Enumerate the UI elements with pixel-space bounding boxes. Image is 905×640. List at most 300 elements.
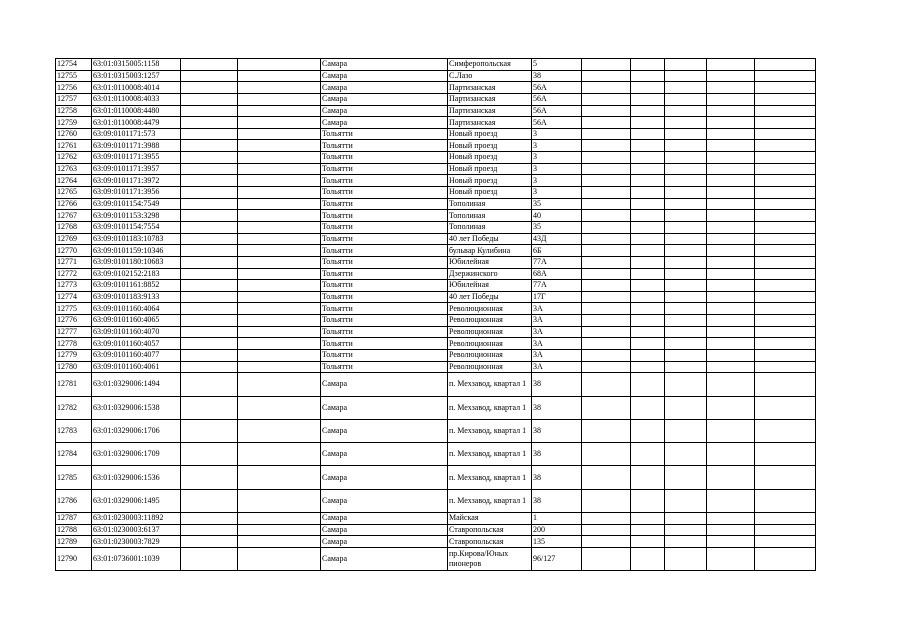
row-number-cell: 12777 bbox=[56, 326, 92, 338]
row-number-cell: 12787 bbox=[56, 513, 92, 525]
row-number-cell: 12780 bbox=[56, 361, 92, 373]
empty-cell bbox=[755, 175, 816, 187]
empty-cell bbox=[665, 338, 707, 350]
empty-cell bbox=[582, 280, 631, 292]
house-number-cell: 200 bbox=[532, 524, 582, 536]
empty-cell bbox=[582, 443, 631, 466]
empty-cell bbox=[631, 326, 665, 338]
empty-cell bbox=[181, 291, 238, 303]
empty-cell bbox=[181, 105, 238, 117]
cadastral-number-cell: 63:01:0230003:7829 bbox=[92, 536, 181, 548]
empty-cell bbox=[707, 361, 755, 373]
empty-cell bbox=[665, 175, 707, 187]
street-cell: Дзержинского bbox=[448, 268, 532, 280]
empty-cell bbox=[181, 513, 238, 525]
table-row bbox=[56, 163, 816, 175]
empty-cell bbox=[631, 303, 665, 315]
empty-cell bbox=[707, 373, 755, 396]
empty-cell bbox=[665, 256, 707, 268]
empty-cell bbox=[707, 350, 755, 362]
cadastral-number-cell: 63:01:0329006:1709 bbox=[92, 443, 181, 466]
empty-cell bbox=[238, 443, 321, 466]
empty-cell bbox=[582, 361, 631, 373]
city-cell: Самара bbox=[321, 513, 448, 525]
table-row bbox=[56, 152, 816, 164]
street-cell: Тополиная bbox=[448, 198, 532, 210]
empty-cell bbox=[665, 140, 707, 152]
empty-cell bbox=[755, 163, 816, 175]
empty-cell bbox=[582, 198, 631, 210]
empty-cell bbox=[755, 140, 816, 152]
empty-cell bbox=[238, 175, 321, 187]
row-number-cell: 12783 bbox=[56, 419, 92, 442]
street-cell: Новый проезд bbox=[448, 175, 532, 187]
cadastral-number-cell: 63:01:0315003:1257 bbox=[92, 70, 181, 82]
city-cell: Тольятти bbox=[321, 221, 448, 233]
row-number-cell: 12782 bbox=[56, 396, 92, 419]
empty-cell bbox=[631, 524, 665, 536]
street-cell: Партизанская bbox=[448, 93, 532, 105]
empty-cell bbox=[582, 338, 631, 350]
street-cell: Новый проезд bbox=[448, 152, 532, 164]
empty-cell bbox=[707, 152, 755, 164]
empty-cell bbox=[665, 548, 707, 571]
empty-cell bbox=[665, 187, 707, 199]
house-number-cell: 40 bbox=[532, 210, 582, 222]
street-cell: Тополиная bbox=[448, 221, 532, 233]
row-number-cell: 12763 bbox=[56, 163, 92, 175]
table-row bbox=[56, 303, 816, 315]
cadastral-number-cell: 63:01:0329006:1536 bbox=[92, 466, 181, 489]
empty-cell bbox=[665, 513, 707, 525]
cadastral-number-cell: 63:09:0101160:4065 bbox=[92, 315, 181, 327]
empty-cell bbox=[707, 117, 755, 129]
street-cell: Партизанская bbox=[448, 82, 532, 94]
city-cell: Тольятти bbox=[321, 350, 448, 362]
empty-cell bbox=[707, 315, 755, 327]
empty-cell bbox=[755, 524, 816, 536]
city-cell: Тольятти bbox=[321, 210, 448, 222]
empty-cell bbox=[181, 245, 238, 257]
table-row bbox=[56, 548, 816, 571]
empty-cell bbox=[238, 419, 321, 442]
table-row bbox=[56, 466, 816, 489]
empty-cell bbox=[665, 303, 707, 315]
empty-cell bbox=[238, 117, 321, 129]
empty-cell bbox=[755, 291, 816, 303]
empty-cell bbox=[181, 489, 238, 512]
city-cell: Самара bbox=[321, 117, 448, 129]
row-number-cell: 12762 bbox=[56, 152, 92, 164]
house-number-cell: 3А bbox=[532, 303, 582, 315]
cadastral-number-cell: 63:01:0329006:1495 bbox=[92, 489, 181, 512]
empty-cell bbox=[238, 315, 321, 327]
empty-cell bbox=[181, 256, 238, 268]
empty-cell bbox=[665, 315, 707, 327]
city-cell: Самара bbox=[321, 443, 448, 466]
row-number-cell: 12784 bbox=[56, 443, 92, 466]
empty-cell bbox=[631, 175, 665, 187]
empty-cell bbox=[755, 280, 816, 292]
city-cell: Самара bbox=[321, 466, 448, 489]
empty-cell bbox=[755, 210, 816, 222]
empty-cell bbox=[238, 245, 321, 257]
empty-cell bbox=[707, 105, 755, 117]
empty-cell bbox=[707, 140, 755, 152]
house-number-cell: 3 bbox=[532, 163, 582, 175]
empty-cell bbox=[631, 280, 665, 292]
empty-cell bbox=[181, 175, 238, 187]
street-cell: Революционная bbox=[448, 338, 532, 350]
empty-cell bbox=[631, 187, 665, 199]
row-number-cell: 12790 bbox=[56, 548, 92, 571]
street-cell: п. Мехзавод, квартал 1 bbox=[448, 466, 532, 489]
empty-cell bbox=[707, 419, 755, 442]
street-cell: п. Мехзавод, квартал 1 bbox=[448, 489, 532, 512]
row-number-cell: 12778 bbox=[56, 338, 92, 350]
empty-cell bbox=[631, 536, 665, 548]
empty-cell bbox=[665, 128, 707, 140]
row-number-cell: 12774 bbox=[56, 291, 92, 303]
street-cell: Юбилейная bbox=[448, 256, 532, 268]
empty-cell bbox=[707, 548, 755, 571]
empty-cell bbox=[665, 105, 707, 117]
row-number-cell: 12754 bbox=[56, 59, 92, 71]
empty-cell bbox=[181, 548, 238, 571]
empty-cell bbox=[665, 489, 707, 512]
house-number-cell: 38 bbox=[532, 443, 582, 466]
street-cell: Новый проезд bbox=[448, 140, 532, 152]
empty-cell bbox=[582, 70, 631, 82]
empty-cell bbox=[582, 93, 631, 105]
house-number-cell: 3А bbox=[532, 338, 582, 350]
empty-cell bbox=[665, 524, 707, 536]
empty-cell bbox=[238, 373, 321, 396]
city-cell: Тольятти bbox=[321, 291, 448, 303]
empty-cell bbox=[238, 338, 321, 350]
empty-cell bbox=[755, 326, 816, 338]
row-number-cell: 12756 bbox=[56, 82, 92, 94]
city-cell: Самара bbox=[321, 70, 448, 82]
empty-cell bbox=[582, 256, 631, 268]
row-number-cell: 12759 bbox=[56, 117, 92, 129]
empty-cell bbox=[755, 373, 816, 396]
empty-cell bbox=[238, 548, 321, 571]
city-cell: Тольятти bbox=[321, 245, 448, 257]
cadastral-number-cell: 63:09:0101171:3956 bbox=[92, 187, 181, 199]
house-number-cell: 43Д bbox=[532, 233, 582, 245]
empty-cell bbox=[181, 140, 238, 152]
empty-cell bbox=[755, 198, 816, 210]
city-cell: Самара bbox=[321, 419, 448, 442]
row-number-cell: 12757 bbox=[56, 93, 92, 105]
row-number-cell: 12760 bbox=[56, 128, 92, 140]
street-cell: Революционная bbox=[448, 326, 532, 338]
table-row bbox=[56, 187, 816, 199]
empty-cell bbox=[755, 466, 816, 489]
table-body bbox=[56, 59, 816, 571]
table-row bbox=[56, 361, 816, 373]
street-cell: пр.Кирова/Юных пионеров bbox=[448, 548, 532, 571]
empty-cell bbox=[181, 326, 238, 338]
empty-cell bbox=[755, 268, 816, 280]
empty-cell bbox=[665, 361, 707, 373]
empty-cell bbox=[707, 82, 755, 94]
empty-cell bbox=[707, 233, 755, 245]
house-number-cell: 35 bbox=[532, 198, 582, 210]
empty-cell bbox=[631, 361, 665, 373]
cadastral-number-cell: 63:01:0736001:1039 bbox=[92, 548, 181, 571]
empty-cell bbox=[707, 338, 755, 350]
empty-cell bbox=[665, 198, 707, 210]
empty-cell bbox=[755, 350, 816, 362]
empty-cell bbox=[181, 82, 238, 94]
empty-cell bbox=[707, 396, 755, 419]
empty-cell bbox=[755, 303, 816, 315]
empty-cell bbox=[181, 93, 238, 105]
city-cell: Тольятти bbox=[321, 140, 448, 152]
empty-cell bbox=[582, 373, 631, 396]
house-number-cell: 77А bbox=[532, 256, 582, 268]
empty-cell bbox=[755, 419, 816, 442]
table-row bbox=[56, 256, 816, 268]
empty-cell bbox=[631, 128, 665, 140]
empty-cell bbox=[582, 466, 631, 489]
row-number-cell: 12775 bbox=[56, 303, 92, 315]
cadastral-number-cell: 63:01:0230003:6137 bbox=[92, 524, 181, 536]
table-row bbox=[56, 350, 816, 362]
street-cell: Юбилейная bbox=[448, 280, 532, 292]
cadastral-number-cell: 63:01:0230003:11892 bbox=[92, 513, 181, 525]
cadastral-number-cell: 63:01:0329006:1706 bbox=[92, 419, 181, 442]
empty-cell bbox=[181, 396, 238, 419]
city-cell: Самара bbox=[321, 489, 448, 512]
empty-cell bbox=[181, 152, 238, 164]
empty-cell bbox=[582, 175, 631, 187]
empty-cell bbox=[238, 303, 321, 315]
empty-cell bbox=[707, 221, 755, 233]
empty-cell bbox=[755, 443, 816, 466]
empty-cell bbox=[665, 396, 707, 419]
empty-cell bbox=[582, 303, 631, 315]
empty-cell bbox=[755, 396, 816, 419]
row-number-cell: 12761 bbox=[56, 140, 92, 152]
street-cell: Революционная bbox=[448, 350, 532, 362]
empty-cell bbox=[238, 291, 321, 303]
row-number-cell: 12769 bbox=[56, 233, 92, 245]
house-number-cell: 38 bbox=[532, 419, 582, 442]
empty-cell bbox=[582, 489, 631, 512]
empty-cell bbox=[631, 140, 665, 152]
empty-cell bbox=[238, 70, 321, 82]
table-row bbox=[56, 536, 816, 548]
empty-cell bbox=[582, 548, 631, 571]
cadastral-number-cell: 63:01:0315005:1158 bbox=[92, 59, 181, 71]
table-row bbox=[56, 245, 816, 257]
house-number-cell: 38 bbox=[532, 396, 582, 419]
empty-cell bbox=[238, 280, 321, 292]
row-number-cell: 12764 bbox=[56, 175, 92, 187]
house-number-cell: 3А bbox=[532, 361, 582, 373]
empty-cell bbox=[665, 233, 707, 245]
table-row bbox=[56, 233, 816, 245]
empty-cell bbox=[631, 548, 665, 571]
house-number-cell: 96/127 bbox=[532, 548, 582, 571]
empty-cell bbox=[707, 443, 755, 466]
empty-cell bbox=[707, 187, 755, 199]
empty-cell bbox=[582, 128, 631, 140]
house-number-cell: 3 bbox=[532, 175, 582, 187]
row-number-cell: 12789 bbox=[56, 536, 92, 548]
cadastral-number-cell: 63:09:0101153:3298 bbox=[92, 210, 181, 222]
table-row bbox=[56, 128, 816, 140]
row-number-cell: 12785 bbox=[56, 466, 92, 489]
cadastral-number-cell: 63:09:0101183:9133 bbox=[92, 291, 181, 303]
street-cell: С.Лазо bbox=[448, 70, 532, 82]
empty-cell bbox=[755, 338, 816, 350]
house-number-cell: 77А bbox=[532, 280, 582, 292]
empty-cell bbox=[238, 361, 321, 373]
empty-cell bbox=[181, 233, 238, 245]
empty-cell bbox=[582, 536, 631, 548]
empty-cell bbox=[238, 82, 321, 94]
street-cell: Майская bbox=[448, 513, 532, 525]
empty-cell bbox=[238, 105, 321, 117]
cadastral-number-cell: 63:09:0101171:3955 bbox=[92, 152, 181, 164]
row-number-cell: 12773 bbox=[56, 280, 92, 292]
empty-cell bbox=[181, 198, 238, 210]
empty-cell bbox=[755, 128, 816, 140]
empty-cell bbox=[582, 419, 631, 442]
empty-cell bbox=[631, 419, 665, 442]
city-cell: Самара bbox=[321, 82, 448, 94]
table-row bbox=[56, 326, 816, 338]
empty-cell bbox=[582, 315, 631, 327]
table-row bbox=[56, 175, 816, 187]
street-cell: Новый проезд bbox=[448, 163, 532, 175]
table-row bbox=[56, 59, 816, 71]
empty-cell bbox=[665, 536, 707, 548]
table-row bbox=[56, 280, 816, 292]
empty-cell bbox=[755, 315, 816, 327]
empty-cell bbox=[238, 524, 321, 536]
cadastral-number-cell: 63:01:0110008:4014 bbox=[92, 82, 181, 94]
empty-cell bbox=[181, 315, 238, 327]
empty-cell bbox=[582, 245, 631, 257]
empty-cell bbox=[238, 198, 321, 210]
empty-cell bbox=[631, 117, 665, 129]
empty-cell bbox=[755, 93, 816, 105]
empty-cell bbox=[238, 128, 321, 140]
empty-cell bbox=[181, 187, 238, 199]
house-number-cell: 68А bbox=[532, 268, 582, 280]
empty-cell bbox=[238, 163, 321, 175]
empty-cell bbox=[582, 513, 631, 525]
cadastral-number-cell: 63:01:0110008:4480 bbox=[92, 105, 181, 117]
city-cell: Тольятти bbox=[321, 233, 448, 245]
empty-cell bbox=[181, 59, 238, 71]
empty-cell bbox=[582, 140, 631, 152]
empty-cell bbox=[582, 105, 631, 117]
street-cell: Новый проезд bbox=[448, 128, 532, 140]
empty-cell bbox=[631, 82, 665, 94]
empty-cell bbox=[238, 152, 321, 164]
city-cell: Самара bbox=[321, 536, 448, 548]
house-number-cell: 35 bbox=[532, 221, 582, 233]
cadastral-number-cell: 63:09:0101160:4070 bbox=[92, 326, 181, 338]
empty-cell bbox=[238, 140, 321, 152]
empty-cell bbox=[181, 163, 238, 175]
city-cell: Тольятти bbox=[321, 315, 448, 327]
empty-cell bbox=[755, 513, 816, 525]
empty-cell bbox=[707, 536, 755, 548]
street-cell: п. Мехзавод, квартал 1 bbox=[448, 443, 532, 466]
empty-cell bbox=[181, 128, 238, 140]
table-row bbox=[56, 291, 816, 303]
row-number-cell: 12781 bbox=[56, 373, 92, 396]
empty-cell bbox=[238, 210, 321, 222]
empty-cell bbox=[238, 268, 321, 280]
street-cell: п. Мехзавод, квартал 1 bbox=[448, 419, 532, 442]
house-number-cell: 1 bbox=[532, 513, 582, 525]
house-number-cell: 3А bbox=[532, 315, 582, 327]
empty-cell bbox=[707, 210, 755, 222]
empty-cell bbox=[665, 350, 707, 362]
street-cell: Тополиная bbox=[448, 210, 532, 222]
street-cell: Симферопольская bbox=[448, 59, 532, 71]
empty-cell bbox=[181, 373, 238, 396]
row-number-cell: 12772 bbox=[56, 268, 92, 280]
empty-cell bbox=[631, 466, 665, 489]
city-cell: Самара bbox=[321, 105, 448, 117]
table-row bbox=[56, 268, 816, 280]
empty-cell bbox=[181, 419, 238, 442]
empty-cell bbox=[238, 233, 321, 245]
house-number-cell: 3 bbox=[532, 187, 582, 199]
city-cell: Тольятти bbox=[321, 268, 448, 280]
cadastral-number-cell: 63:09:0101154:7549 bbox=[92, 198, 181, 210]
table-row bbox=[56, 82, 816, 94]
empty-cell bbox=[707, 268, 755, 280]
empty-cell bbox=[755, 361, 816, 373]
empty-cell bbox=[755, 59, 816, 71]
empty-cell bbox=[181, 536, 238, 548]
city-cell: Самара bbox=[321, 524, 448, 536]
empty-cell bbox=[755, 256, 816, 268]
empty-cell bbox=[582, 326, 631, 338]
table-row bbox=[56, 70, 816, 82]
city-cell: Тольятти bbox=[321, 163, 448, 175]
house-number-cell: 3А bbox=[532, 326, 582, 338]
empty-cell bbox=[707, 128, 755, 140]
table-row bbox=[56, 210, 816, 222]
empty-cell bbox=[755, 82, 816, 94]
empty-cell bbox=[707, 466, 755, 489]
city-cell: Тольятти bbox=[321, 128, 448, 140]
empty-cell bbox=[181, 524, 238, 536]
city-cell: Тольятти bbox=[321, 256, 448, 268]
table-row bbox=[56, 105, 816, 117]
city-cell: Самара bbox=[321, 548, 448, 571]
street-cell: бульвар Кулибина bbox=[448, 245, 532, 257]
empty-cell bbox=[755, 233, 816, 245]
empty-cell bbox=[181, 117, 238, 129]
empty-cell bbox=[755, 117, 816, 129]
city-cell: Самара bbox=[321, 93, 448, 105]
street-cell: Ставропольская bbox=[448, 536, 532, 548]
empty-cell bbox=[707, 303, 755, 315]
empty-cell bbox=[181, 338, 238, 350]
